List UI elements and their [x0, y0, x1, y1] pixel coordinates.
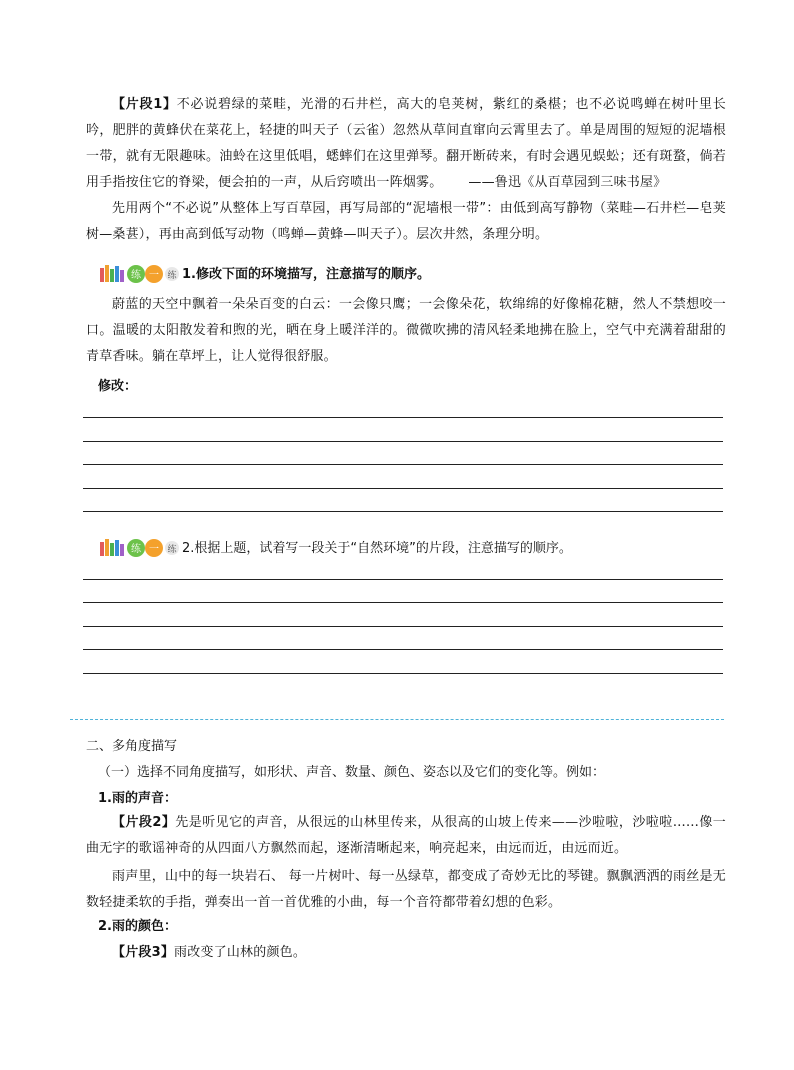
- fragment-3-tag: 【片段3】: [112, 945, 175, 960]
- badge-char-b: 一: [149, 544, 159, 555]
- badge-char-c: 练: [167, 545, 177, 555]
- fragment-1: [86, 92, 726, 196]
- answer-line[interactable]: [83, 579, 723, 580]
- answer-line[interactable]: [83, 511, 723, 512]
- practice-badge-icon: [98, 262, 180, 284]
- answer-line[interactable]: [83, 488, 723, 489]
- practice-badge-icon: [98, 536, 180, 558]
- fragment-1-tag: 【片段1】: [112, 97, 177, 112]
- badge-char-a: 练: [131, 544, 141, 555]
- question-1-title: 1.修改下面的环境描写，注意描写的顺序。: [182, 267, 430, 282]
- fragment-3: [86, 940, 726, 966]
- answer-line[interactable]: [83, 673, 723, 674]
- fragment-2-text: 先是听见它的声音，从很远的山林里传来，从很高的山坡上传来——沙啦啦，沙啦啦……像一曲无字的歌谣神奇的从四面八方飘然而起，逐渐清晰起来，响亮起来，由远而近，由远而近。: [86, 815, 726, 856]
- fragment-3-text: 雨改变了山林的颜色。: [174, 945, 307, 960]
- fragment-1-source: ——鲁迅《从百草园到三味书屋》: [468, 175, 667, 190]
- badge-char-b: 一: [149, 270, 159, 281]
- fragment-1-text: 不必说碧绿的菜畦，光滑的石井栏，高大的皂荚树，紫红的桑椹；也不必说鸣蝉在树叶里长吟，肥胖的黄蜂伏在菜花上，轻捷的叫天子（云雀）忽然从草间直窜向云霄里去了。单是周围的短短的泥墙根一带，就有无限趣味。油蛉在这里低唱，蟋蟀们在这里弹琴。翻开断砖来，有时会遇见蜈蚣；还有斑蝥，倘若用手指按住它的脊梁，便会拍的一声，从后窍喷出一阵烟雾。: [86, 97, 726, 190]
- section-2-subheading: （一）选择不同角度描写，如形状、声音、数量、颜色、姿态以及它们的变化等。例如：: [98, 765, 606, 780]
- answer-line[interactable]: [83, 441, 723, 442]
- revise-label: 修改：: [98, 379, 138, 394]
- item-1-heading: 1.雨的声音：: [98, 791, 177, 806]
- answer-line[interactable]: [83, 602, 723, 603]
- question-1-text: 蔚蓝的天空中飘着一朵朵百变的白云：一会像只鹰；一会像朵花，软绵绵的好像棉花糖，然人不禁想咬一口。温暖的太阳散发着和煦的光，晒在身上暖洋洋的。微微吹拂的清风轻柔地拂在脸上，空气中充满着甜甜的青草香味。躺在草坪上，让人觉得很舒服。: [86, 297, 726, 364]
- section-divider: [70, 719, 724, 720]
- fragment-2-continued: 雨声里，山中的每一块岩石、 每一片树叶、每一丛绿草，都变成了奇妙无比的琴键。飘飘洒洒的雨丝是无数轻捷柔软的手指，弹奏出一首一首优雅的小曲，每一个音符都带着幻想的色彩。: [86, 869, 726, 910]
- fragment-2-tag: 【片段2】: [112, 815, 176, 830]
- answer-line[interactable]: [83, 417, 723, 418]
- badge-char-a: 练: [131, 270, 141, 281]
- fragment-2: [86, 810, 726, 862]
- section-2-heading: 二、多角度描写: [86, 739, 178, 754]
- question-2-title: 2.根据上题，试着写一段关于“自然环境”的片段，注意描写的顺序。: [182, 541, 572, 556]
- item-2-heading: 2.雨的颜色：: [98, 919, 177, 934]
- answer-line[interactable]: [83, 626, 723, 627]
- analysis-text: 先用两个“不必说”从整体上写百草园，再写局部的“泥墙根一带”：由低到高写静物（菜畦—石井栏—皂荚树—桑葚），再由高到低写动物（鸣蝉—黄蜂—叫天子）。层次井然，条理分明。: [86, 201, 726, 242]
- badge-char-c: 练: [167, 271, 177, 281]
- answer-line[interactable]: [83, 649, 723, 650]
- answer-line[interactable]: [83, 464, 723, 465]
